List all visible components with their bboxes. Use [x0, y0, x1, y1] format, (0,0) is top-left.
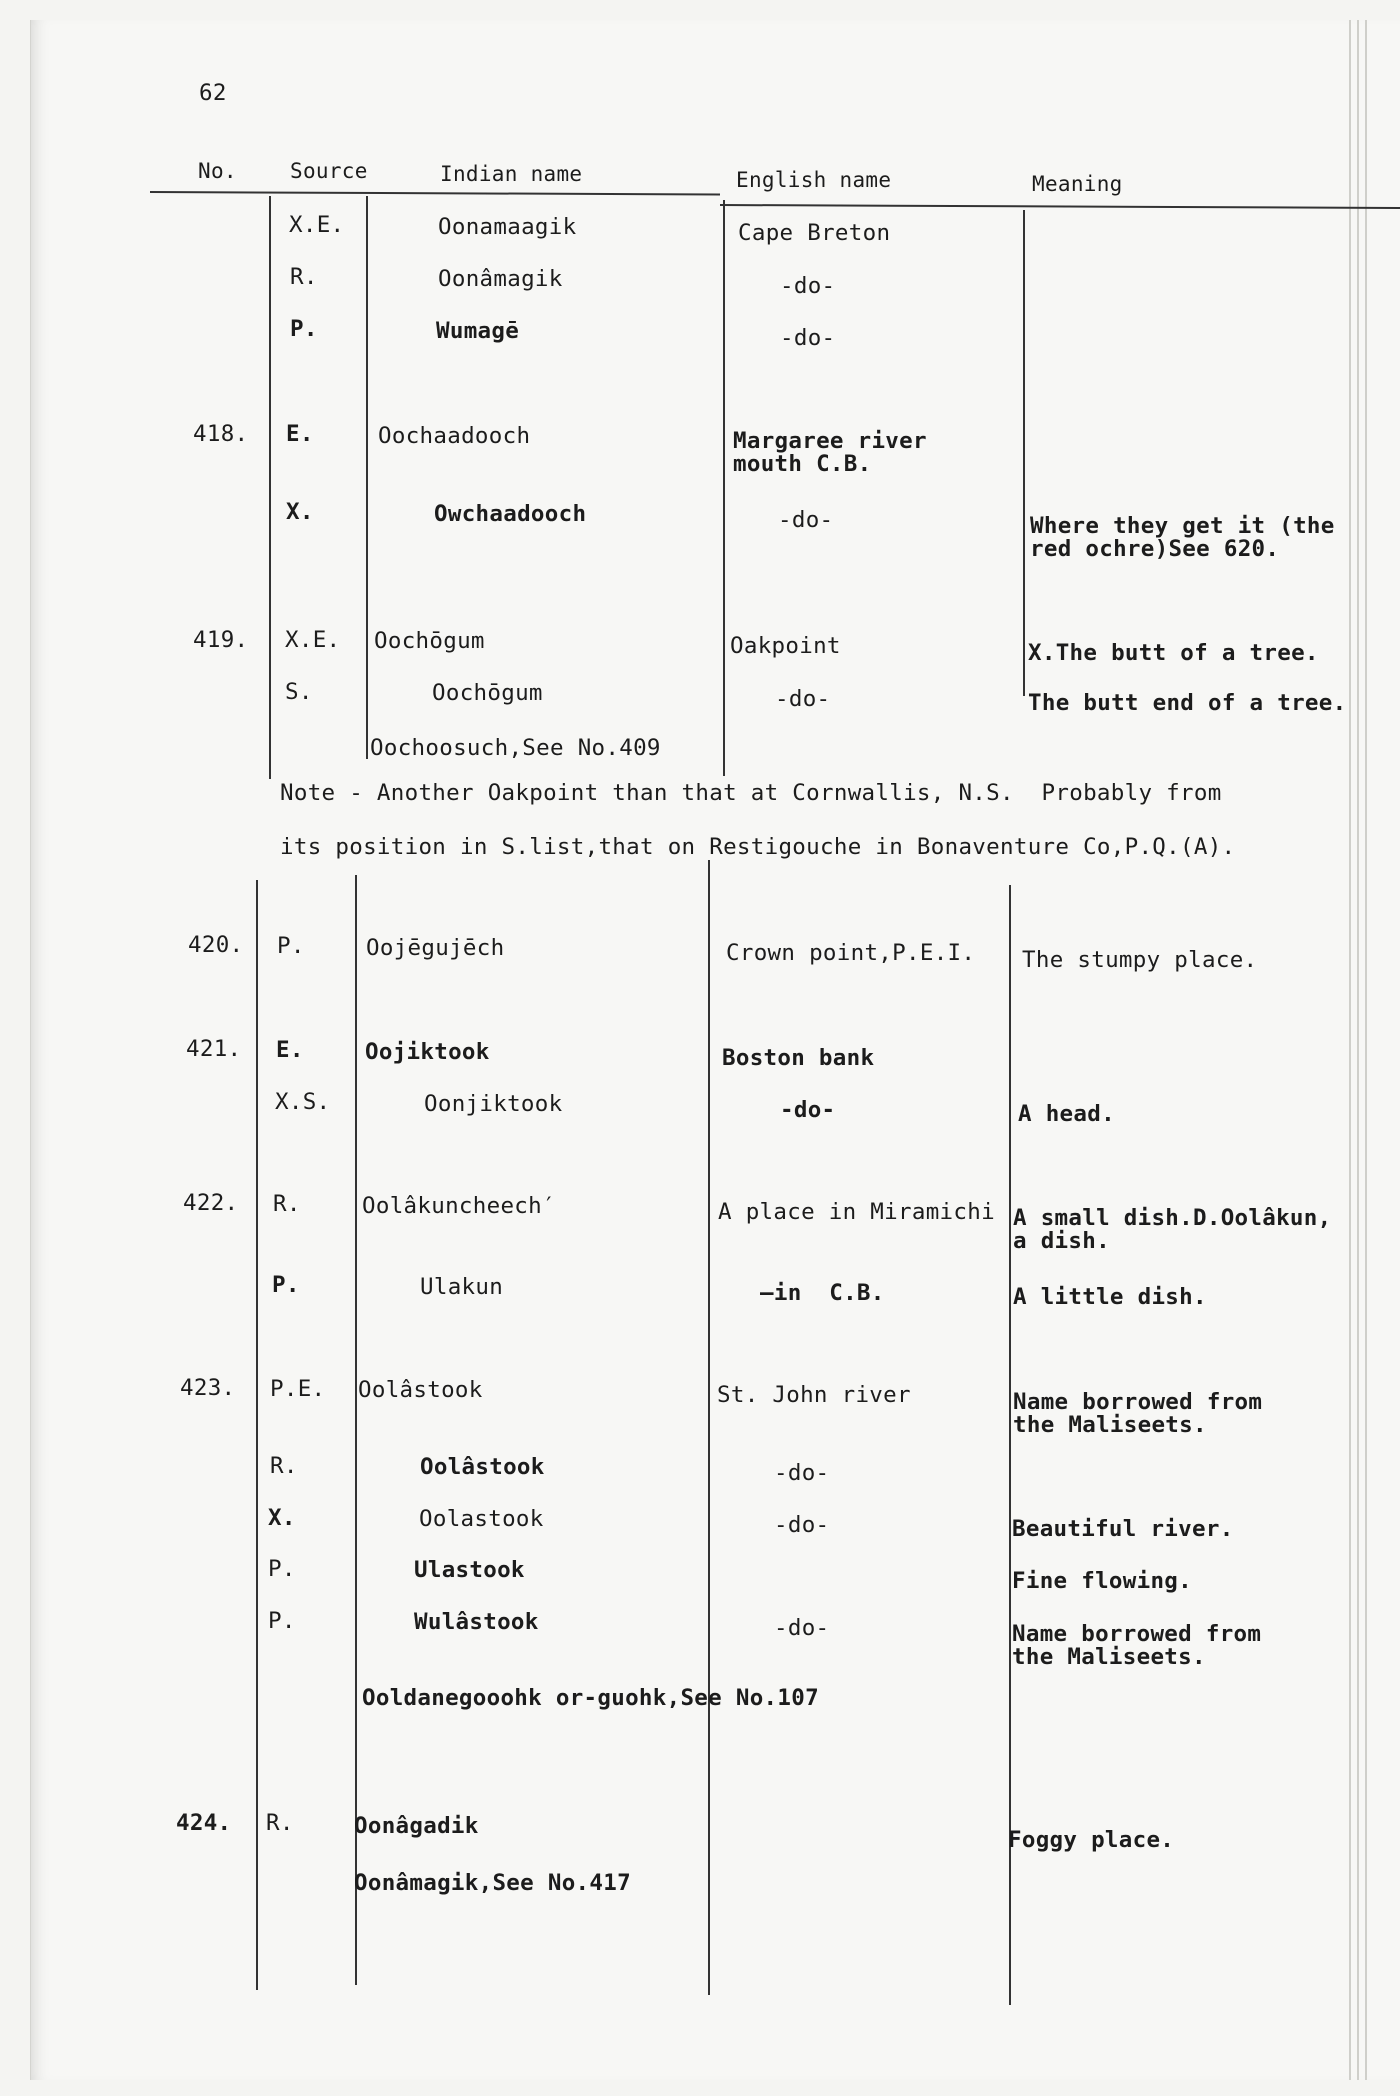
column-divider — [1023, 210, 1025, 696]
entry-source: X.E. — [285, 627, 341, 653]
entry-english-name: -do- — [778, 507, 834, 533]
entry-english-name: —in C.B. — [760, 1280, 885, 1306]
entry-indian-name: Oolâstook — [420, 1454, 545, 1480]
entry-english-name: -do- — [780, 273, 836, 299]
page-number: 62 — [199, 80, 227, 106]
entry-meaning: A head. — [1018, 1101, 1115, 1127]
entry-english-name: Boston bank — [722, 1045, 875, 1071]
entry-indian-name: Oojēgujēch — [366, 935, 505, 961]
entry-meaning: Name borrowed from the Maliseets. — [1012, 1621, 1262, 1670]
entry-source: X.S. — [275, 1089, 331, 1115]
entry-number: 422. — [183, 1190, 239, 1216]
entry-meaning: Where they get it (the red ochre)See 620. — [1030, 513, 1335, 562]
entry-english-name: -do- — [774, 1615, 830, 1641]
entry-indian-name: Ulastook — [414, 1557, 525, 1583]
entry-source: X.E. — [289, 212, 345, 238]
header-english-name: English name — [736, 168, 892, 192]
page-edge-line — [1365, 20, 1367, 2080]
entry-number: 418. — [193, 421, 249, 447]
entry-meaning: The stumpy place. — [1022, 947, 1258, 973]
entry-source: P. — [290, 316, 318, 342]
entry-indian-name: Oonâgadik — [354, 1813, 479, 1839]
entry-indian-name: Oochoosuch,See No.409 — [370, 735, 661, 761]
entry-english-name: A place in Miramichi — [718, 1199, 995, 1225]
entry-english-name: -do- — [774, 1512, 830, 1538]
entry-indian-name: Oojiktook — [365, 1039, 490, 1065]
entry-source: P. — [277, 933, 305, 959]
entry-meaning: A small dish.D.Oolâkun, a dish. — [1013, 1205, 1332, 1254]
entry-number: 423. — [180, 1375, 236, 1401]
entry-english-name: -do- — [774, 1460, 830, 1486]
entry-indian-name: Owchaadooch — [434, 501, 587, 527]
entry-number: 424. — [176, 1810, 232, 1836]
entry-meaning: The butt end of a tree. — [1028, 690, 1347, 716]
entry-source: R. — [266, 1810, 294, 1836]
entry-source: R. — [273, 1191, 301, 1217]
entry-english-name: -do- — [780, 325, 836, 351]
entry-english-name: -do- — [775, 686, 831, 712]
entry-indian-name: Oonâmagik,See No.417 — [354, 1870, 631, 1896]
entry-indian-name: Oolâstook — [358, 1377, 483, 1403]
column-divider — [723, 200, 725, 776]
column-divider — [366, 196, 368, 759]
entry-meaning: Fine flowing. — [1012, 1568, 1192, 1594]
entry-indian-name: Ooldanegooohk or-guohk,See No.107 — [362, 1685, 819, 1711]
entry-english-name: Oakpoint — [730, 633, 841, 659]
entry-meaning: X.The butt of a tree. — [1028, 640, 1319, 666]
entry-meaning: A little dish. — [1013, 1284, 1207, 1310]
entry-indian-name: Oonâmagik — [438, 266, 563, 292]
entry-meaning: Name borrowed from the Maliseets. — [1013, 1389, 1263, 1438]
entry-indian-name: Oochōgum — [374, 628, 485, 654]
entry-source: P.E. — [270, 1376, 326, 1402]
entry-source: P. — [268, 1556, 296, 1582]
entry-indian-name: Oolâkuncheech′ — [362, 1193, 556, 1219]
entry-indian-name: Ulakun — [420, 1274, 504, 1300]
entry-english-name: St. John river — [717, 1382, 911, 1408]
entry-indian-name: Wulâstook — [414, 1609, 539, 1635]
note-line: Note - Another Oakpoint than that at Cornwallis, N.S. Probably from — [280, 780, 1222, 806]
entry-english-name: Margaree river mouth C.B. — [733, 428, 927, 477]
entry-source: X. — [286, 499, 314, 525]
entry-indian-name: Oonamaagik — [438, 214, 577, 240]
header-no: No. — [198, 159, 237, 183]
header-meaning: Meaning — [1032, 172, 1123, 196]
entry-source: E. — [286, 421, 314, 447]
entry-indian-name: Oolastook — [419, 1506, 544, 1532]
note-line: its position in S.list,that on Restigouche in Bonaventure Co,P.Q.(A). — [280, 834, 1236, 860]
header-source: Source — [290, 159, 368, 183]
header-indian-name: Indian name — [440, 162, 583, 186]
entry-source: P. — [268, 1608, 296, 1634]
entry-indian-name: Oochaadooch — [378, 423, 531, 449]
entry-number: 421. — [186, 1036, 242, 1062]
entry-meaning: Foggy place. — [1008, 1827, 1175, 1853]
entry-number: 419. — [193, 627, 249, 653]
entry-indian-name: Wumagē — [436, 318, 520, 344]
entry-english-name: Crown point,P.E.I. — [726, 940, 976, 966]
entry-source: P. — [272, 1272, 300, 1298]
column-divider — [256, 880, 258, 1990]
entry-source: X. — [268, 1505, 296, 1531]
entry-source: R. — [290, 264, 318, 290]
entry-english-name: -do- — [780, 1097, 836, 1123]
column-divider — [269, 196, 271, 779]
page-edge-line — [1357, 20, 1359, 2080]
entry-number: 420. — [188, 932, 244, 958]
entry-source: R. — [270, 1453, 298, 1479]
entry-meaning: Beautiful river. — [1012, 1516, 1234, 1542]
column-divider — [708, 860, 710, 1995]
page-edge-line — [1349, 20, 1351, 2080]
entry-indian-name: Oonjiktook — [424, 1091, 563, 1117]
entry-source: S. — [285, 679, 313, 705]
entry-indian-name: Oochōgum — [432, 680, 543, 706]
entry-source: E. — [276, 1037, 304, 1063]
entry-english-name: Cape Breton — [738, 220, 891, 246]
